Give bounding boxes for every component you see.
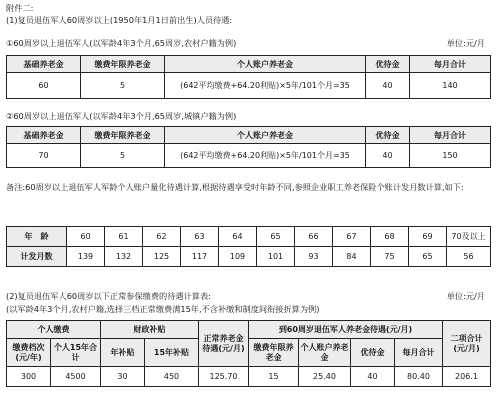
months-cell: 93 [295,247,333,267]
col-monthly-total: 每月合计 [395,339,443,367]
months-cell: 117 [181,247,219,267]
age-row-label: 年 龄 [7,227,67,247]
age-cell: 60 [67,227,105,247]
col-monthly-total: 每月合计 [410,56,491,73]
cell-years-pension: 5 [81,144,165,168]
group-fiscal-subsidy: 财政补贴 [101,321,199,339]
col-basic-pension: 基础养老金 [7,127,81,144]
cell-monthly-total: 80.40 [395,367,443,387]
col-personal-15yr-total: 个人15年合计 [51,339,101,367]
cell-monthly-total: 150 [410,144,491,168]
unit-label-2: 单位:元/月 [446,291,485,301]
col-years-pension: 缴费年限养老金 [81,56,165,73]
cell-years-pension: 5 [81,73,165,99]
table-header-row [7,56,491,73]
col-years-pension: 缴费年限养老金 [81,127,165,144]
age-cell: 69 [409,227,447,247]
note-text: 备注:60周岁以上退伍军人军龄个人账户量化待遇计算,根据待遇享受时年龄不同,参照企业职工养老保险个账计发月数计算,如下: [6,182,464,192]
col-two-item-total: 二项合计(元/月) [443,321,491,367]
table-row [7,73,491,99]
col-normal-pension: 正常养老金待遇(元/月) [199,321,249,367]
col-monthly-total: 每月合计 [410,127,491,144]
section1-title: (1)复员退伍军人60周岁以上(1950年1月1日前出生)人员待遇: [6,15,233,25]
cell-annual-subsidy: 30 [101,367,145,387]
age-cell: 70及以上 [447,227,491,247]
months-cell: 132 [105,247,143,267]
col-personal-account: 个人账户养老金 [165,127,366,144]
cell-personal-account: (642平均缴费+64.20利贴)×5年/101个月=35 [165,73,366,99]
cell-monthly-total: 140 [410,73,491,99]
col-preferential: 优待金 [351,339,395,367]
months-cell: 101 [257,247,295,267]
months-cell: 75 [371,247,409,267]
age-cell: 61 [105,227,143,247]
table-group-header-row [7,321,491,339]
col-payment-tier: 缴费档次(元/年) [7,339,51,367]
age-cell: 66 [295,227,333,247]
annex-label: 附件二: [6,3,34,13]
age-cell: 64 [219,227,257,247]
cell-basic-pension: 60 [7,73,81,99]
cell-payment-tier: 300 [7,367,51,387]
section2-title: (2)复员退伍军人60周岁以下正常参保缴费的待遇计算表: [6,291,211,301]
age-cell: 67 [333,227,371,247]
table-row [7,367,491,387]
col-basic-pension: 基础养老金 [7,56,81,73]
unit-label-1: 单位:元/月 [446,38,485,48]
table-header-row [7,339,491,367]
cell-basic-pension: 70 [7,144,81,168]
months-row [7,247,491,267]
cell-personal-account: 25.40 [299,367,351,387]
months-cell: 65 [409,247,447,267]
table-payout-months [6,226,491,267]
section2-caption: (以军龄4年3个月,农村户籍,选择三档正常缴费满15年,不含补缴和制度间衔接折算为例) [6,304,320,314]
col-preferential: 优待金 [366,127,410,144]
cell-years-pension: 15 [249,367,299,387]
example1-caption: ①60周岁以上退伍军人(以军龄4年3个月,65周岁,农村户籍为例) [6,38,237,48]
cell-preferential: 40 [351,367,395,387]
table-urban-example [6,126,491,168]
table-rural-example [6,55,491,99]
months-cell: 125 [143,247,181,267]
months-cell: 139 [67,247,105,267]
group-pension-at-60: 到60周岁退伍军人养老金待遇(元/月) [249,321,443,339]
months-cell: 56 [447,247,491,267]
table-header-row [7,127,491,144]
col-annual-subsidy: 年补贴 [101,339,145,367]
table-row [7,144,491,168]
cell-two-item-total: 206.1 [443,367,491,387]
col-personal-account: 个人账户养老金 [299,339,351,367]
months-cell: 109 [219,247,257,267]
cell-15yr-subsidy: 450 [145,367,199,387]
age-cell: 68 [371,227,409,247]
months-row-label: 计发月数 [7,247,67,267]
cell-normal-pension: 125.70 [199,367,249,387]
table-under60-example [6,320,491,387]
age-cell: 62 [143,227,181,247]
col-years-pension: 缴费年限养老金 [249,339,299,367]
months-cell: 84 [333,247,371,267]
cell-preferential: 40 [366,73,410,99]
age-row [7,227,491,247]
col-preferential: 优待金 [366,56,410,73]
example2-caption: ②60周岁以上退伍军人(以军龄4年3个月,65周岁,城镇户籍为例) [6,111,237,121]
age-cell: 65 [257,227,295,247]
col-personal-account: 个人账户养老金 [165,56,366,73]
col-15yr-subsidy: 15年补贴 [145,339,199,367]
group-personal-payment: 个人缴费 [7,321,101,339]
age-cell: 63 [181,227,219,247]
cell-personal-account: (642平均缴费+64.20利贴)×5年/101个月=35 [165,144,366,168]
cell-preferential: 40 [366,144,410,168]
cell-personal-15yr-total: 4500 [51,367,101,387]
